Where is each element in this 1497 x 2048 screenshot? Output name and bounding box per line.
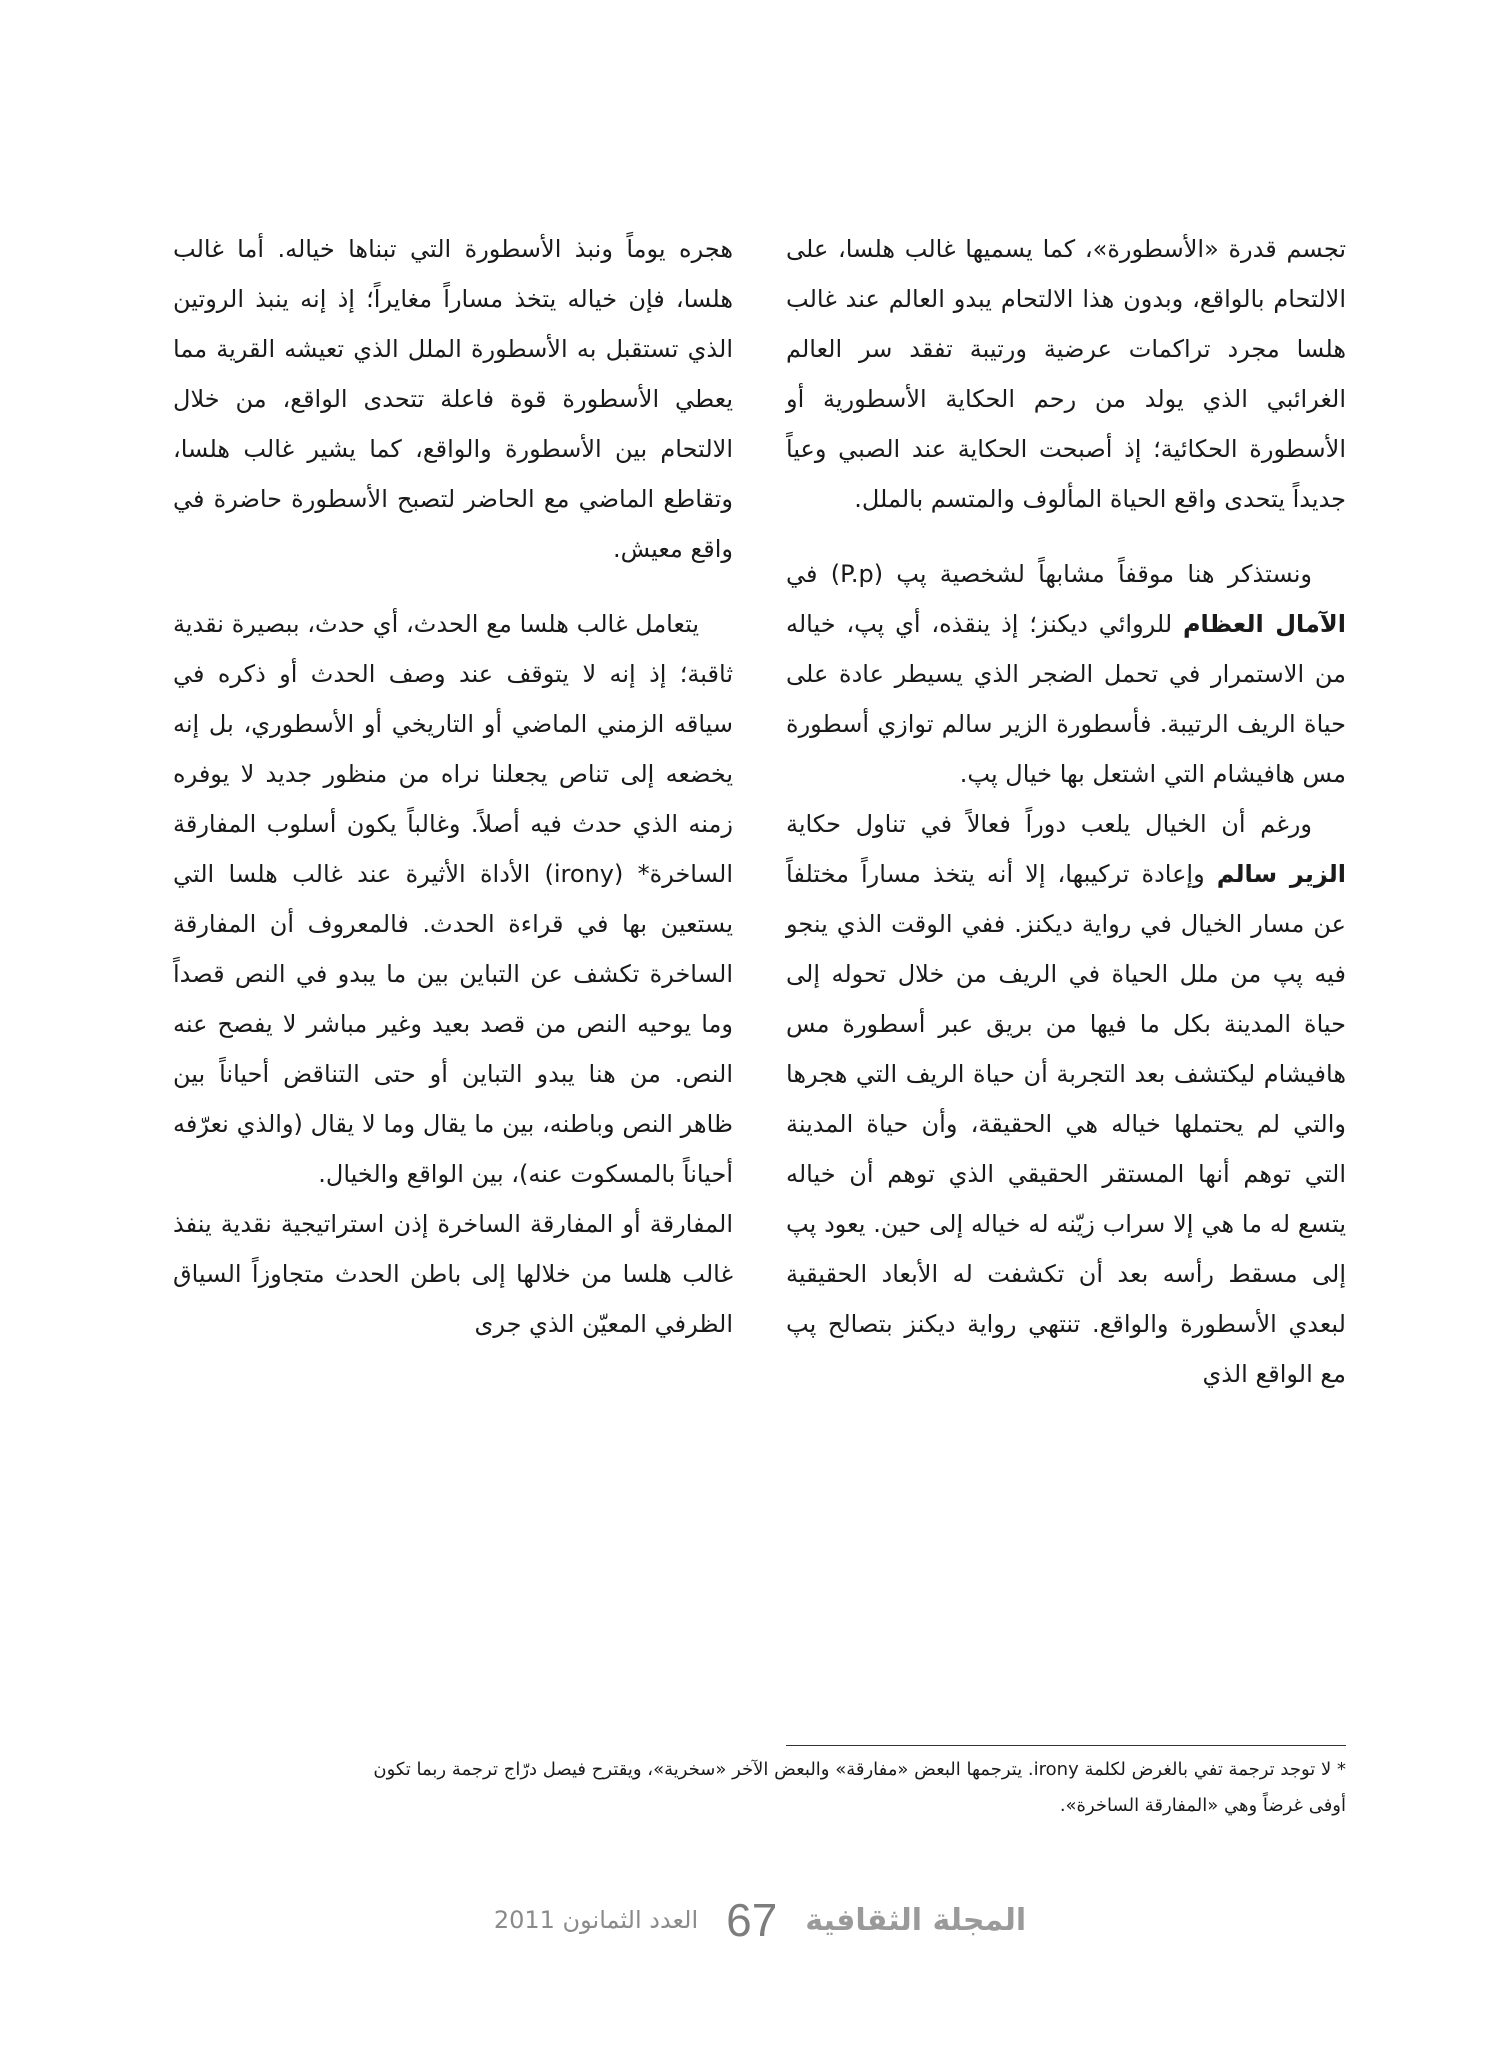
- paragraph: هجره يوماً ونبذ الأسطورة التي تبناها خياله. أما غالب هلسا، فإن خياله يتخذ مساراً مغايراً؛ إذ إنه ينبذ الروتين الذي تستقبل به الأسطورة الملل الذي تعيشه القرية مما يعطي الأسطورة قوة فاعلة تتحدى الواقع، من خلال الالتحام بين الأسطورة والواقع، كما يشير غالب هلسا، وتقاطع الماضي مع الحاضر لتصبح الأسطورة حاضرة في واقع معيش.: [173, 235, 733, 563]
- footnote-line: أوفى غرضاً وهي «المفارقة الساخرة».: [1059, 1795, 1346, 1816]
- paragraph: [786, 549, 1346, 799]
- page-number: 67: [726, 1894, 778, 1946]
- footnote-divider: [786, 1745, 1346, 1746]
- paragraph-text: للروائي ديكنز؛ إذ ينقذه، أي پپ، خياله من الاستمرار في تحمل الضجر الذي يسيطر عادة على حياة الريف الرتيبة. فأسطورة الزير سالم توازي أسطورة مس هافيشام التي اشتعل بها خيال پپ.: [786, 610, 1346, 788]
- paragraph: يتعامل غالب هلسا مع الحدث، أي حدث، ببصيرة نقدية ثاقبة؛ إذ إنه لا يتوقف عند وصف الحدث أو ذكره في سياقه الزمني الماضي أو التاريخي أو الأسطوري، بل إنه يخضعه إلى تناص يجعلنا نراه من منظور جديد لا يوفره زمنه الذي حدث فيه أصلاً. وغالباً يكون أسلوب المفارقة الساخرة* (irony) الأداة الأثيرة عند غالب هلسا التي يستعين بها في قراءة الحدث. فالمعروف أن المفارقة الساخرة تكشف عن التباين بين ما يبدو في النص قصداً وما يوحيه النص من قصد بعيد وغير مباشر لا يفصح عنه النص. من هنا يبدو التباين أو حتى التناقض أحياناً بين ظاهر النص وباطنه، بين ما يقال وما لا يقال (والذي نعرّفه أحياناً بالمسكوت عنه)، بين الواقع والخيال.: [173, 610, 733, 1188]
- text-column-right: [786, 224, 1346, 1399]
- paragraph-text: ورغم أن الخيال يلعب دوراً فعالاً في تناول حكاية: [786, 810, 1312, 838]
- story-title: الزير سالم: [1216, 860, 1346, 888]
- page-footer: [420, 1890, 1100, 1950]
- footnote: [173, 1752, 1346, 1824]
- paragraph: [786, 799, 1346, 1399]
- magazine-name: المجلة الثقافية: [805, 1902, 1027, 1938]
- issue-label: العدد الثمانون 2011: [493, 1906, 699, 1934]
- paragraph-text: ونستذكر هنا موقفاً مشابهاً لشخصية پپ (P.p) في: [786, 560, 1313, 588]
- text-column-left: [173, 224, 733, 1349]
- footnote-line: * لا توجد ترجمة تفي بالغرض لكلمة irony. يترجمها البعض «مفارقة» والبعض الآخر «سخرية»، ويقترح فيصل درّاج ترجمة ربما تكون: [373, 1759, 1346, 1780]
- paragraph: المفارقة أو المفارقة الساخرة إذن استراتيجية نقدية ينفذ غالب هلسا من خلالها إلى باطن الحدث متجاوزاً السياق الظرفي المعيّن الذي جرى: [173, 1210, 733, 1338]
- paragraph-text: وإعادة تركيبها، إلا أنه يتخذ مساراً مختلفاً عن مسار الخيال في رواية ديكنز. ففي الوقت الذي ينجو فيه پپ من ملل الحياة في الريف من خلال تحوله إلى حياة المدينة بكل ما فيها من بريق عبر أسطورة مس هافيشام ليكتشف بعد التجربة أن حياة الريف التي هجرها والتي لم يحتملها خياله هي الحقيقة، وأن حياة المدينة التي توهم أنها المستقر الحقيقي الذي توهم أن خياله يتسع له ما هي إلا سراب زيّنه له خياله إلى حين. يعود پپ إلى مسقط رأسه بعد أن تكشفت له الأبعاد الحقيقية لبعدي الأسطورة والواقع. تنتهي رواية ديكنز بتصالح پپ مع الواقع الذي: [786, 860, 1346, 1388]
- book-title: الآمال العظام: [1182, 610, 1346, 638]
- paragraph: تجسم قدرة «الأسطورة»، كما يسميها غالب هلسا، على الالتحام بالواقع، وبدون هذا الالتحام يبدو العالم عند غالب هلسا مجرد تراكمات عرضية ورتيبة تفقد سر العالم الغرائبي الذي يولد من رحم الحكاية الأسطورية أو الأسطورة الحكائية؛ إذ أصبحت الحكاية عند الصبي وعياً جديداً يتحدى واقع الحياة المألوف والمتسم بالملل.: [786, 235, 1346, 513]
